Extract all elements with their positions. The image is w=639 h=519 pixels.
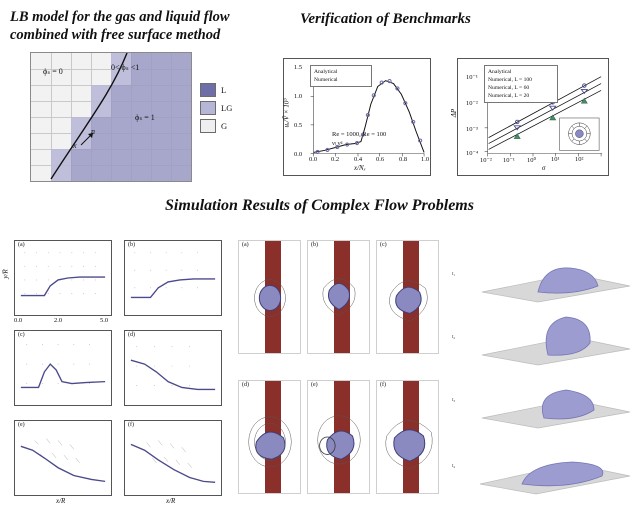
render-2-canvas: [452, 305, 634, 367]
render-4-canvas: [452, 432, 634, 498]
chart-convergence-legend: [484, 65, 558, 103]
page-title-middle: Verification of Benchmarks: [300, 11, 471, 27]
render-3-canvas: [452, 368, 634, 430]
legend-entry-numerical-100: Numerical, L = 100: [488, 77, 532, 84]
chart-poiseuille: [283, 58, 431, 176]
xtick-0: 0.0: [309, 156, 318, 163]
droplet-tag-d: (d): [242, 382, 249, 388]
droplet-tag-c: (c): [380, 242, 387, 248]
droplet-panel-d: [238, 380, 301, 494]
ytick-3: 10⁻⁴: [466, 150, 479, 157]
label-phi-zero: ϕₛ = 0: [43, 67, 63, 76]
xtick-0: 10⁻²: [480, 157, 492, 164]
ytick-1: 0.5: [294, 122, 303, 129]
small-xaxis-label-2: x/R: [166, 497, 176, 505]
chart-convergence: [450, 58, 609, 176]
small-plot-c: [14, 330, 112, 406]
schematic-figure: [30, 52, 256, 180]
small-xtick-5: 5.0: [100, 317, 109, 324]
xtick-3: 0.6: [376, 156, 385, 163]
render-tag-1: t₁: [452, 272, 456, 277]
small-xtick-0: 0.0: [14, 317, 23, 324]
droplet-a-canvas: [239, 241, 300, 353]
droplet-d-canvas: [239, 381, 300, 493]
small-plot-d: [124, 330, 222, 406]
yaxis-label: uₓ/Ṽ × 10³: [282, 98, 291, 128]
droplet-tag-a: (a): [242, 242, 249, 248]
xtick-2: 10⁰: [527, 157, 537, 164]
small-plot-b-canvas: [125, 241, 221, 315]
legend-swatch-g-icon: [200, 119, 216, 133]
plot-tag-a: (a): [18, 242, 25, 248]
schematic-grid: [30, 52, 192, 182]
legend-entry-analytical: Analytical: [488, 69, 512, 75]
droplet-panel-e: [307, 380, 370, 494]
small-plot-f: [124, 420, 222, 496]
ytick-3: 1.5: [294, 64, 303, 71]
render-frame-1: [452, 244, 634, 304]
label-normal-n: n: [91, 127, 95, 136]
xtick-5: 1.0: [421, 156, 430, 163]
small-xaxis-label: x/R: [56, 497, 66, 505]
xtick-2: 0.4: [354, 156, 363, 163]
schematic-legend: [200, 82, 256, 136]
ytick-0: 10⁻¹: [466, 74, 478, 81]
legend-item: [200, 82, 256, 97]
xtick-4: 10²: [575, 156, 584, 163]
legend-entry-analytical: Analytical: [314, 69, 338, 75]
droplet-panel-f: [376, 380, 439, 494]
droplet-tag-e: (e): [311, 382, 318, 388]
legend-swatch-lg-icon: [200, 101, 216, 115]
droplet-b-canvas: [308, 241, 369, 353]
small-plot-a: [14, 240, 112, 316]
small-plot-e-canvas: [15, 421, 111, 495]
legend-item: [200, 100, 256, 115]
small-yaxis-label: y/R: [1, 269, 10, 279]
render-tag-3: t₃: [452, 398, 456, 403]
xtick-4: 0.8: [399, 156, 408, 163]
droplet-c-canvas: [377, 241, 438, 353]
plot-tag-c: (c): [18, 332, 25, 338]
xaxis-label: σ: [542, 164, 546, 172]
legend-entry-numerical: Numerical: [314, 77, 338, 84]
droplet-panel-b: [307, 240, 370, 354]
droplet-panel-c: [376, 240, 439, 354]
plot-tag-d: (d): [128, 332, 135, 338]
page-title-left: LB model for the gas and liquid flow combined with free surface method: [10, 9, 230, 44]
small-plot-d-canvas: [125, 331, 221, 405]
legend-entry-numerical-20: Numerical, L = 20: [488, 93, 530, 100]
legend-label-lg: LG: [221, 102, 233, 113]
legend-swatch-l-icon: [200, 83, 216, 97]
render-frame-4: [452, 432, 634, 498]
render-frame-3: [452, 368, 634, 430]
droplet-e-canvas: [308, 381, 369, 493]
legend-label-l: L: [221, 84, 227, 95]
annotation-viscosity: νₗ νᵍ: [332, 140, 343, 147]
small-plot-c-canvas: [15, 331, 111, 405]
droplet-panel-a: [238, 240, 301, 354]
ytick-0: 0.0: [294, 151, 303, 158]
xtick-1: 0.2: [331, 156, 340, 163]
ytick-1: 10⁻²: [466, 100, 478, 107]
legend-item: [200, 118, 256, 133]
render-1-canvas: [452, 244, 634, 304]
xaxis-label: x/Nₓ: [354, 164, 366, 172]
small-plot-f-canvas: [125, 421, 221, 495]
legend-entry-numerical-60: Numerical, L = 60: [488, 85, 530, 92]
droplet-tag-f: (f): [380, 382, 386, 388]
small-plot-e: [14, 420, 112, 496]
plot-tag-f: (f): [128, 422, 134, 428]
small-plot-b: [124, 240, 222, 316]
plot-tag-e: (e): [18, 422, 25, 428]
plot-tag-b: (b): [128, 242, 135, 248]
ytick-2: 1.0: [294, 93, 303, 100]
legend-label-g: G: [221, 120, 228, 131]
render-tag-2: t₂: [452, 335, 456, 340]
ytick-2: 10⁻³: [466, 126, 478, 133]
yaxis-label: ΔP: [450, 108, 459, 118]
label-marker-x: x: [73, 141, 77, 150]
small-xtick-2: 2.0: [54, 317, 63, 324]
droplet-f-canvas: [377, 381, 438, 493]
label-phi-one: ϕₛ = 1: [135, 113, 155, 122]
xtick-3: 10¹: [551, 156, 560, 163]
render-frame-2: [452, 305, 634, 367]
render-tag-4: t₄: [452, 464, 456, 469]
chart-poiseuille-legend: [310, 65, 372, 87]
small-plot-a-canvas: [15, 241, 111, 315]
droplet-tag-b: (b): [311, 242, 318, 248]
annotation-reynolds: Re = 1000, Re = 100: [332, 131, 387, 138]
label-phi-between: 0< ϕₛ <1: [111, 63, 140, 72]
page-title-simulation: Simulation Results of Complex Flow Problems: [165, 197, 474, 214]
xtick-1: 10⁻¹: [503, 157, 515, 164]
